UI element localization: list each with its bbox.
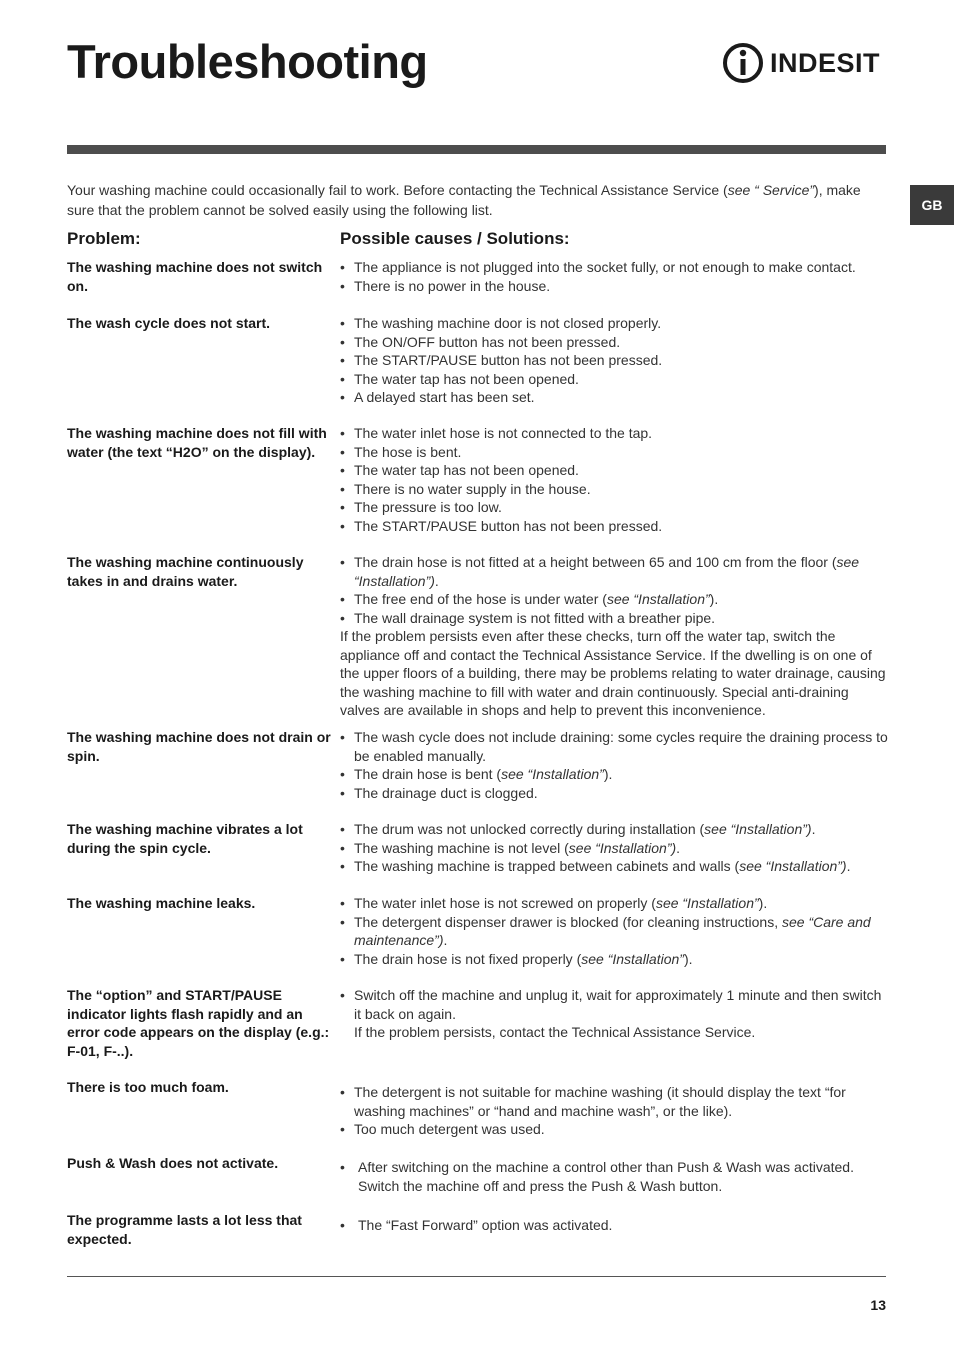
indesit-i-logo-icon xyxy=(722,40,764,86)
causes-list xyxy=(340,1158,888,1195)
intro-reference: see “ Service” xyxy=(727,182,815,198)
causes-list xyxy=(340,1083,888,1139)
cause-item: • The washing machine is not level (see “Installation”). xyxy=(340,839,888,858)
problem-text: The washing machine vibrates a lot during the spin cycle. xyxy=(67,821,303,856)
cause-item: • The washing machine door is not closed properly. xyxy=(340,314,888,333)
cause-item: • The hose is bent. xyxy=(340,443,888,462)
causes-list xyxy=(340,728,888,802)
cause-item: • A delayed start has been set. xyxy=(340,388,888,407)
cause-item: • The ON/OFF button has not been pressed. xyxy=(340,333,888,352)
brand-logo xyxy=(722,40,880,86)
cause-note: If the problem persists even after these checks, turn off the water tap, switch the appliance off and contact the Technical Assistance Service. If the dwelling is on one of the upper floors of a building, there may be problems relating to water drainage, causing the washing machine to fill with water and drain continuously. Special anti-draining valves are available in shops and help to prevent this inconvenience. xyxy=(340,628,886,718)
causes-list xyxy=(340,424,888,535)
cause-item: • The drain hose is bent (see “Installation”). xyxy=(340,765,888,784)
cause-item: • There is no water supply in the house. xyxy=(340,480,888,499)
problem-text: The washing machine does not switch on. xyxy=(67,259,323,294)
causes-list xyxy=(340,314,888,407)
problem-text: The washing machine continuously takes in and drains water. xyxy=(67,554,304,589)
problem-text: The programme lasts a lot less that expected. xyxy=(67,1212,302,1247)
footer-divider xyxy=(67,1276,886,1277)
intro-text: Your washing machine could occasionally fail to work. Before contacting the Technical Assistance Service ( xyxy=(67,182,728,198)
cause-item: • The detergent dispenser drawer is blocked (for cleaning instructions, see “Care and maintenance”). xyxy=(340,913,888,950)
causes-column-heading: Possible causes / Solutions: xyxy=(340,229,570,248)
cause-item: • The water tap has not been opened. xyxy=(340,370,888,389)
cause-note: If the problem persists, contact the Technical Assistance Service. xyxy=(354,1024,756,1040)
problem-text: The washing machine leaks. xyxy=(67,895,256,911)
cause-item: • Too much detergent was used. xyxy=(340,1120,888,1139)
problem-text: The washing machine does not drain or spin. xyxy=(67,729,331,764)
causes-list xyxy=(340,258,888,295)
causes-list xyxy=(340,553,888,720)
cause-item: • The wash cycle does not include draining: some cycles require the draining process to be enabled manually. xyxy=(340,728,888,765)
cause-item: • After switching on the machine a control other than Push & Wash was activated. Switch the machine off and press the Push & Wash button. xyxy=(340,1158,888,1195)
cause-item: • Switch off the machine and unplug it, wait for approximately 1 minute and then switch it back on again. xyxy=(340,986,888,1023)
cause-item: • The START/PAUSE button has not been pressed. xyxy=(340,351,888,370)
cause-item: • The washing machine is trapped between cabinets and walls (see “Installation”). xyxy=(340,857,888,876)
problem-text: There is too much foam. xyxy=(67,1079,229,1095)
cause-item: • The free end of the hose is under water (see “Installation”). xyxy=(340,590,888,609)
cause-item: • The drain hose is not fitted at a height between 65 and 100 cm from the floor (see “Installation”). xyxy=(340,553,888,590)
header-divider xyxy=(67,145,886,154)
problem-text: The washing machine does not fill with water (the text “H2O” on the display). xyxy=(67,425,327,460)
problem-column-heading: Problem: xyxy=(67,229,141,248)
cause-item: • The pressure is too low. xyxy=(340,498,888,517)
causes-list xyxy=(340,820,888,876)
cause-item: • The START/PAUSE button has not been pressed. xyxy=(340,517,888,536)
causes-list xyxy=(340,986,888,1042)
causes-list xyxy=(340,894,888,968)
cause-item: • The drainage duct is clogged. xyxy=(340,784,888,803)
cause-item: • The water inlet hose is not connected to the tap. xyxy=(340,424,888,443)
cause-item: • There is no power in the house. xyxy=(340,277,888,296)
cause-item: • The water tap has not been opened. xyxy=(340,461,888,480)
language-tab: GB xyxy=(910,185,954,225)
intro-paragraph xyxy=(67,180,867,220)
cause-item: • The “Fast Forward” option was activated. xyxy=(340,1216,888,1235)
intro-text-end: ), make sure that the problem cannot be solved easily using the following list. xyxy=(67,182,861,218)
cause-item: • The wall drainage system is not fitted with a breather pipe. xyxy=(340,609,888,628)
cause-item: • The drum was not unlocked correctly during installation (see “Installation”). xyxy=(340,820,888,839)
cause-item: • The water inlet hose is not screwed on properly (see “Installation”). xyxy=(340,894,888,913)
cause-item: • The detergent is not suitable for machine washing (it should display the text “for washing machines” or “hand and machine wash”, or the like). xyxy=(340,1083,888,1120)
cause-item: • The drain hose is not fixed properly (see “Installation”). xyxy=(340,950,888,969)
problem-text: The “option” and START/PAUSE indicator lights flash rapidly and an error code appears on the display (e.g.: F-01, F-..). xyxy=(67,987,330,1059)
causes-list xyxy=(340,1216,888,1235)
page-number: 13 xyxy=(870,1297,886,1313)
problem-text: The wash cycle does not start. xyxy=(67,315,271,331)
page-title: Troubleshooting xyxy=(67,35,428,88)
problem-text: Push & Wash does not activate. xyxy=(67,1155,279,1171)
brand-name: INDESIT xyxy=(770,47,881,78)
cause-item: • The appliance is not plugged into the socket fully, or not enough to make contact. xyxy=(340,258,888,277)
